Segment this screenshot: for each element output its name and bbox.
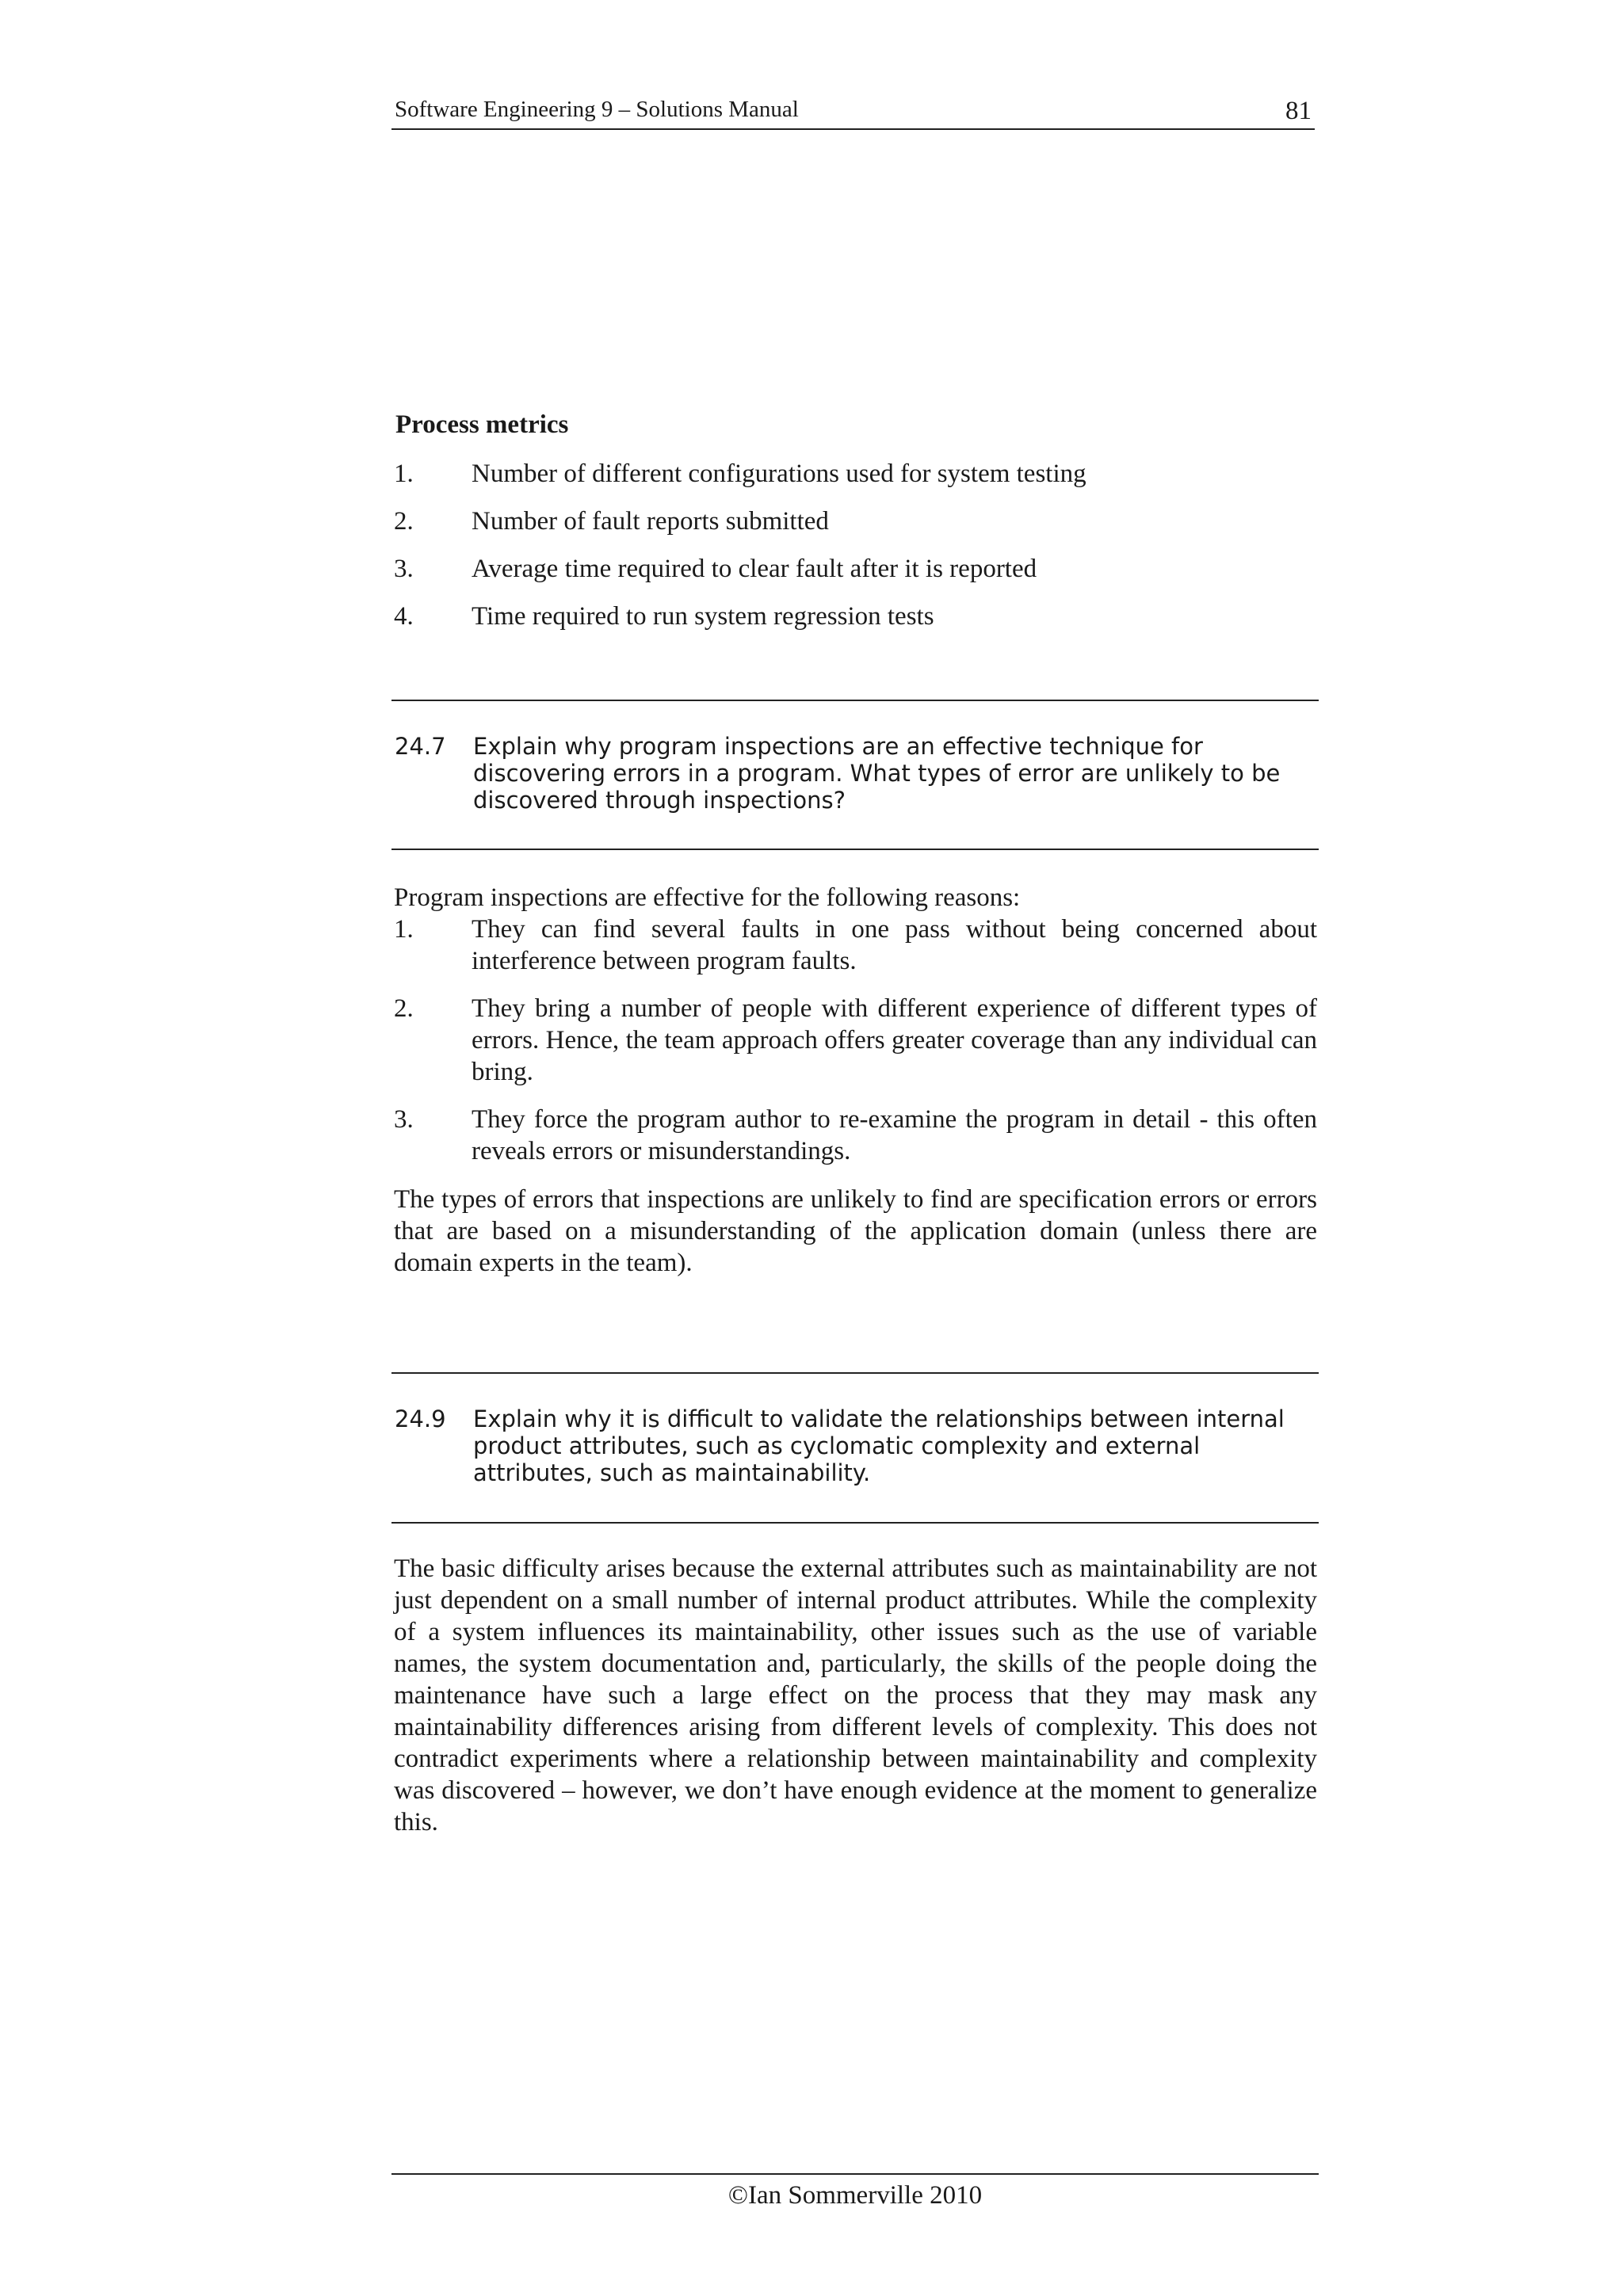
question-text: Explain why it is difficult to validate the relationships between internal product attributes, such as cyclomatic complexity and external attributes, such as maintainability.: [473, 1405, 1285, 1486]
question-box-24-9: [391, 1372, 1319, 1524]
list-item-number: 1.: [394, 915, 414, 944]
list-item-number: 3.: [394, 555, 414, 583]
list-item-text: Average time required to clear fault after it is reported: [472, 555, 1037, 583]
list-item-text: Time required to run system regression tests: [472, 602, 934, 631]
copyright-notice: ©Ian Sommerville 2010: [727, 2181, 983, 2210]
page-footer: [391, 2173, 1319, 2210]
page-header: [391, 93, 1315, 130]
list-item: [394, 1104, 1317, 1167]
process-metrics-list: [394, 458, 1317, 648]
list-item-text: Number of different configurations used for system testing: [472, 460, 1086, 488]
reasons-list: [394, 913, 1317, 1183]
answer-24-9-text: The basic difficulty arises because the external attributes such as maintainability are not just dependent on a small number of internal product attributes. While the complexity of a system influences its maintainability, other issues such as the use of variable names, the system documentation and, particularly, the skills of the people doing the maintenance have such a large effect on the process that they may mask any maintainability differences arising from different levels of complexity. This does not contradict experiments where a relationship between maintainability and complexity was discovered – however, we don’t have enough evidence at the moment to generalize this.: [394, 1554, 1317, 1836]
list-item-number: 2.: [394, 507, 414, 536]
list-item: [394, 553, 1317, 585]
answer-intro: Program inspections are effective for the following reasons:: [394, 883, 1021, 912]
list-item-number: 3.: [394, 1105, 414, 1134]
question-box-24-7: [391, 700, 1319, 850]
list-item-text: They force the program author to re-examine the program in detail - this often reveals errors or misunderstandings.: [472, 1105, 1317, 1165]
list-item: [394, 913, 1317, 977]
list-item-number: 4.: [394, 602, 414, 631]
header-title: Software Engineering 9 – Solutions Manual: [395, 97, 799, 122]
list-item-text: They bring a number of people with different experience of different types of errors. Hence, the team approach offers greater coverage than any individual can bring.: [472, 994, 1317, 1086]
list-item: [394, 993, 1317, 1088]
answer-conclusion: The types of errors that inspections are unlikely to find are specification errors or errors that are based on a misunderstanding of the application domain (unless there are domain experts in the team).: [394, 1185, 1317, 1277]
question-text: Explain why program inspections are an effective technique for discovering errors in a program. What types of error are unlikely to be discovered through inspections?: [473, 733, 1281, 814]
list-item: [394, 458, 1317, 490]
section-heading-process-metrics: Process metrics: [395, 410, 569, 439]
question-number: 24.9: [395, 1405, 446, 1432]
page-number: 81: [1285, 97, 1312, 125]
list-item: [394, 601, 1317, 632]
list-item: [394, 505, 1317, 537]
list-item-text: Number of fault reports submitted: [472, 507, 829, 536]
question-number: 24.7: [395, 733, 446, 760]
list-item-text: They can find several faults in one pass without being concerned about interference between program faults.: [472, 915, 1317, 975]
list-item-number: 1.: [394, 460, 414, 488]
list-item-number: 2.: [394, 994, 414, 1023]
